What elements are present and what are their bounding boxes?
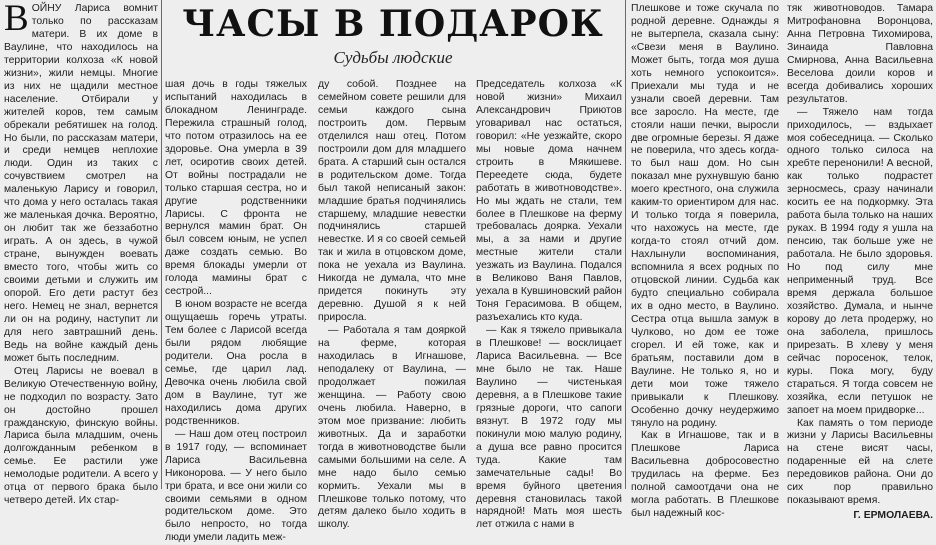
paragraph: Как в Игнашове, так и в Плешкове Лариса Васильевна добросовестно трудилась на ферме. Без полной самоотдачи она не могла работать. В Плешкове был надежный кос- (631, 430, 779, 520)
paragraph: шая дочь в годы тяжелых испытаний находилась в блокадном Ленинграде. Пережила страшный голод, что потом отразилось на ее здоровье. Она умерла в 39 лет, осиротив своих детей. От войны пострадали не только старшая сестра, но и другие родственники Ларисы. С фронта не вернулся мамин брат. Он был совсем юным, не успел даже создать семью. Во время блокады умерли от голода мамины брат с сестрой... (165, 79, 307, 298)
paragraph: ду собой. Позднее на семейном совете решили для семьи каждого сына построить дом. Первым отделился наш отец. Потом построили дом для младшего брата. А старший сын остался в родительском доме. Тогда был такой неписаный закон: младшие братья подчинялись старшему, младшие невестки подчинялись старшей невестке. И я со своей семьей так и жила в отцовском доме, пока не уехала из Ваулина. Никогда не думала, что мне придется покинуть эту деревню. Душой я к ней приросла. (318, 79, 466, 324)
column-divider (161, 0, 162, 489)
text-column-3 (318, 79, 466, 531)
paragraph: тяк животноводов. Тамара Митрофановна Воронцова, Анна Петровна Тихомирова, Зинаида Павловна Смирнова, Анна Васильевна Веселова доили коров и всегда добивались хороших результатов. (787, 3, 933, 105)
paragraph: — Тяжело нам тогда приходилось, — вздыхает моя собеседница. — Сколько одного только силоса на хребте перенонили! А весной, как только подрастет зерносмесь, сразу начинали косить ее на подкормку. Эта работа была только на наших руках. В 1994 году я ушла на пенсию, так больше уже не работала. Не было здоровья. Но под силу мне неприменный труд. Все время держала большое хозяйство. Думала, и нынче корову до лета продержу, но она заболела, пришлось прирезать. В хлеву у меня сейчас поросенок, телок, куры. Пока могу, буду стараться. Я тогда совсем не хозяйка, если петушок не запоет на моем придворке... (787, 106, 933, 416)
text-column-5 (631, 3, 779, 520)
article-subheading: Судьбы людские (333, 48, 453, 67)
author-signature: Г. ЕРМОЛАЕВА. (853, 510, 933, 522)
article-headline: ЧАСЫ В ПОДАРОК (182, 3, 604, 45)
paragraph (4, 0, 158, 366)
text-column-4 (476, 79, 622, 531)
paragraph: — Наш дом отец построил в 1917 году, — вспоминает Лариса Васильевна Никонорова. — У него было три брата, и все они жили со своими семьями в одном родительском доме. Это было непросто, но тогда люди умели ладить меж- (165, 428, 307, 544)
column-divider (625, 0, 626, 489)
paragraph: Как память о том периоде жизни у Ларисы Васильевны на стене висят часы, подаренные ей на слете передовиков района. Они до сих пор правильно показывают время. (787, 417, 933, 507)
text-column-6 (787, 3, 933, 522)
drop-cap: В (4, 0, 29, 39)
text-column-2 (165, 79, 307, 544)
paragraph: Председатель колхоза «К новой жизни» Михаил Александрович Приютов уговаривал нас остаться, говорил: «Не уезжайте, скоро мы новые дома начнем строить в Мякишеве. Переедете сюда, будете работать в животноводстве». Но мы ждать не стали, тем более в Плешкове на ферму требовалась доярка. Уехали мы, а за нами и другие местные жители стали уезжать из Ваулина. Подался в Великово Ваня Павлов, уехала в Кувшиновский район Тоня Герасимова. В общем, разъехались кто куда. (476, 79, 622, 324)
paragraph-text: ОЙНУ Лариса вомнит только по рассказам матери. В их доме в Ваулине, что находилось на территории колхоза «К новой жизни», жили немцы. Многие из них не щадили местное население. Отбирали у жителей коров, тем самым обрекали ребятишек на голод. Но были, по рассказам матери, и среди немцев неплохие люди. Один из таких с сочувствием смотрел на маленькую Ларису и говорил, что дома у него осталась такая же маленькая дочка. Вероятно, он любит так же беззаботно играть. А он здесь, в чужой стране, вынужден воевать вместо того, чтобы жить со своими детьми и служить им опорой. Его дети растут без него. Немец не знал, вернется ли он на родину, наступит ли для него завтрашний день. Ведь на войне каждый день может быть последним. (4, 3, 158, 364)
paragraph: — Как я тяжело привыкала в Плешкове! — восклицает Лариса Васильевна. — Все мне было не так. Наше Ваулино — чистенькая деревня, а в Плешкове такие грязные дороги, что сапоги вязнут. В 1972 году мы покинули мою малую родину, а душа все равно просится туда. Какие там замечательные сады! Во время буйного цветения деревня становилась такой нарядной! Мать моя шесть лет отжила с нами в (476, 325, 622, 531)
paragraph: Отец Ларисы не воевал в Великую Отечественную войну, не подходил по возрасту. Зато он достойно прошел гражданскую, финскую войны. Лариса была младшим, очень долгожданным ребенком в семье. Ее растили уже немолодые родители. А всего у отца от первого брака было четверо детей. Их стар- (4, 365, 158, 507)
text-column-1 (4, 0, 158, 507)
paragraph: Плешкове и тоже скучала по родной деревне. Однажды я не вытерпела, сказала сыну: «Свези меня в Ваулино. Может быть, тогда моя душа хоть немного успокоится». Приехали мы туда и не узнали своей деревни. Там все заросло. На месте, где стояли наши печки, выросли две огромные березы. Я даже не поверила, что здесь когда-то был наш дом. Но сын показал мне рухнувшую баню моего крестного, она служила каким-то ориентиром для нас. И только тогда я поверила, что нахожусь на месте, где когда-то стоял отчий дом. Нахлынули воспоминания, вспомнила я всех родных по отцовской линии. Судьба как будто специально собирала их в одно место, в Ваулино. Сестра отца вышла замуж в Чулково, но дом ее тоже сгорел. И ей тоже, как и братьям, поставили дом в Ваулине. Не только я, но и дети мои тоже тяжело привыкали к Плешкову. Особенно дочку неудержимо тянуло на родину. (631, 3, 779, 429)
paragraph: В юном возрасте не всегда ощущаешь горечь утраты. Тем более с Ларисой всегда были рядом любящие родители. Она росла в семье, где царил лад. Девочка очень любила свой дом в Ваулине, тут же находились дома других родственников. (165, 299, 307, 427)
paragraph: — Работала я там дояркой на ферме, которая находилась в Игнашове, неподалеку от Ваулина, — продолжает пожилая женщина. — Работу свою очень любила. Наверно, в этом мое призвание: любить животных. Да и заработки тогда в животноводстве были самыми большими на селе. А мне надо было семью кормить. Уехали мы в Плешкове только потому, что детям далеко было ходить в школу. (318, 325, 466, 531)
